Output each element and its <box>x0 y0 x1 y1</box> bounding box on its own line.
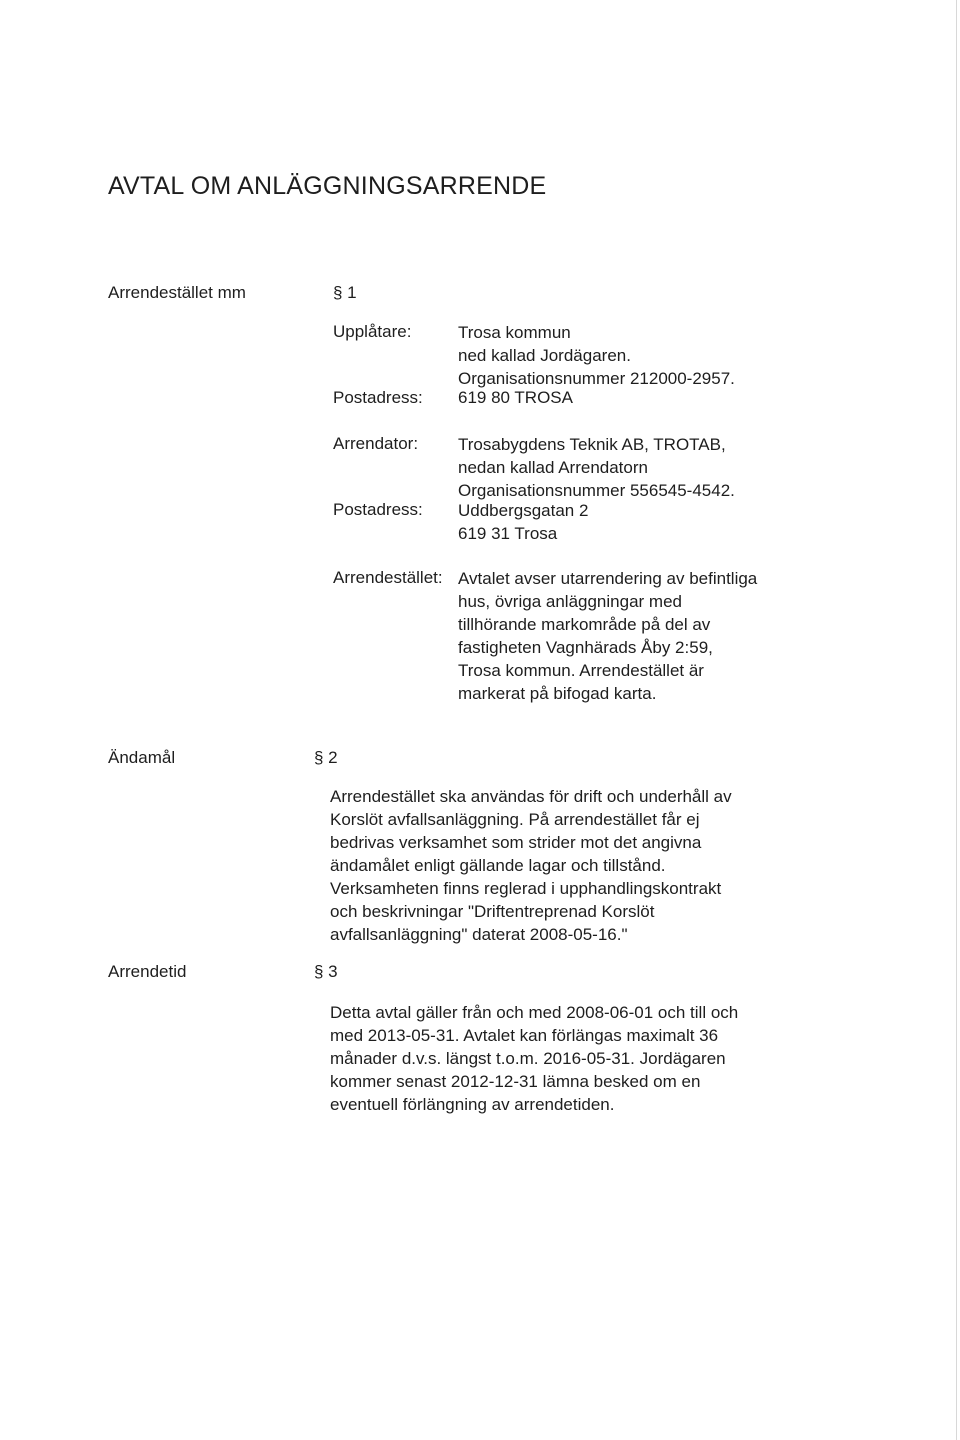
section1-mark: § 1 <box>333 283 357 302</box>
section2-mark: § 2 <box>314 748 338 767</box>
arrendator-line: nedan kallad Arrendatorn <box>458 458 648 477</box>
section3-line: eventuell förlängning av arrendetiden. <box>330 1095 615 1114</box>
section2-paragraph <box>330 785 732 946</box>
arrendator-line: Organisationsnummer 556545-4542. <box>458 481 735 500</box>
section3-line: kommer senast 2012-12-31 lämna besked om en <box>330 1072 701 1091</box>
postadress2-line: Uddbergsgatan 2 <box>458 501 589 520</box>
section2-line: Verksamheten finns reglerad i upphandlingskontrakt <box>330 879 722 898</box>
upplatare-line: Trosa kommun <box>458 323 571 342</box>
postadress2-line: 619 31 Trosa <box>458 524 558 543</box>
section3-paragraph <box>330 1001 738 1116</box>
postadress2-label: Postadress: <box>333 500 423 519</box>
section2-line: ändamålet enligt gällande lagar och tillstånd. <box>330 856 666 875</box>
upplatare-value <box>458 321 735 390</box>
arrendator-label: Arrendator: <box>333 434 419 453</box>
section2-line: Korslöt avfallsanläggning. På arrendestället får ej <box>330 810 700 829</box>
section2-line: och beskrivningar "Driftentreprenad Korslöt <box>330 902 655 921</box>
section3-line: Detta avtal gäller från och med 2008-06-01 och till och <box>330 1003 739 1022</box>
upplatare-line: Organisationsnummer 212000-2957. <box>458 369 735 388</box>
arrendestallet-line: hus, övriga anläggningar med <box>458 592 682 611</box>
upplatare-line: ned kallad Jordägaren. <box>458 346 631 365</box>
arrendator-line: Trosabygdens Teknik AB, TROTAB, <box>458 435 726 454</box>
section2-line: bedrivas verksamhet som strider mot det angivna <box>330 833 702 852</box>
section2-line: avfallsanläggning" daterat 2008-05-16." <box>330 925 628 944</box>
arrendestallet-line: tillhörande markområde på del av <box>458 615 711 634</box>
upplatare-label: Upplåtare: <box>333 322 412 341</box>
section1-heading: Arrendestället mm <box>108 283 246 302</box>
section3-line: med 2013-05-31. Avtalet kan förlängas maximalt 36 <box>330 1026 719 1045</box>
arrendestallet-label: Arrendestället: <box>333 568 443 587</box>
arrendestallet-line: Avtalet avser utarrendering av befintliga <box>458 569 758 588</box>
scan-edge-line <box>956 0 957 1440</box>
postadress1-label: Postadress: <box>333 388 423 407</box>
postadress1-value: 619 80 TROSA <box>458 388 573 407</box>
section2-line: Arrendestället ska användas för drift och underhåll av <box>330 787 732 806</box>
arrendestallet-line: Trosa kommun. Arrendestället är <box>458 661 704 680</box>
arrendestallet-line: markerat på bifogad karta. <box>458 684 657 703</box>
postadress2-value <box>458 499 588 545</box>
document-title: AVTAL OM ANLÄGGNINGSARRENDE <box>108 172 547 200</box>
section3-mark: § 3 <box>314 962 338 981</box>
arrendestallet-value <box>458 567 757 705</box>
arrendator-value <box>458 433 735 502</box>
section2-heading: Ändamål <box>108 748 176 767</box>
section3-line: månader d.v.s. längst t.o.m. 2016-05-31. Jordägaren <box>330 1049 726 1068</box>
arrendestallet-line: fastigheten Vagnhärads Åby 2:59, <box>458 638 713 657</box>
section3-heading: Arrendetid <box>108 962 187 981</box>
